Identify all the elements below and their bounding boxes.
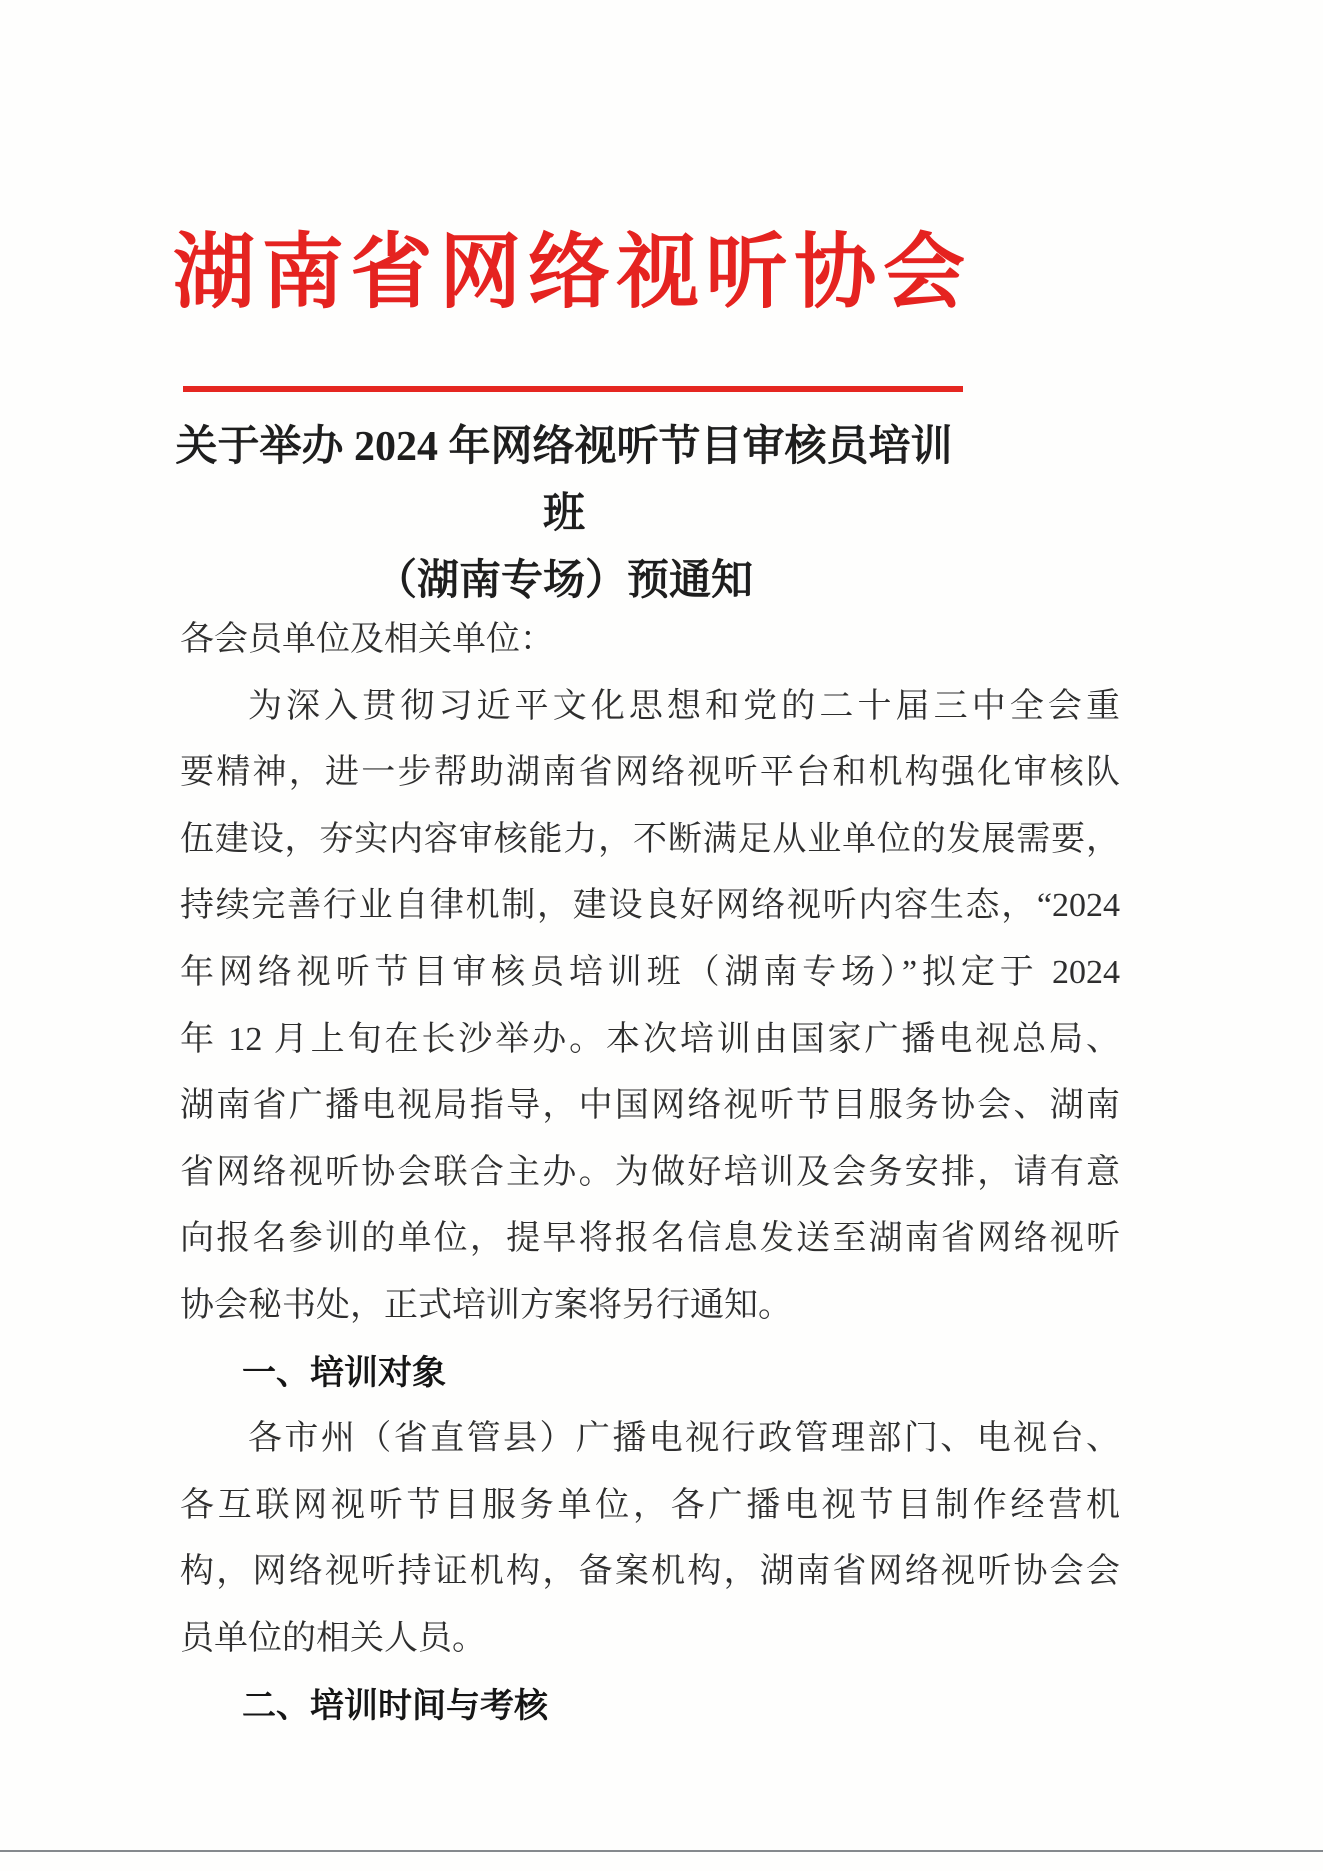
text-line: 协会秘书处，正式培训方案将另行通知。	[180, 1286, 792, 1324]
text-line: 年 12 月上旬在长沙举办。本次培训由国家广播电视总局、	[180, 1020, 1120, 1058]
document-title-line2: （湖南专场）预通知	[374, 558, 753, 604]
text-line: 湖南省广播电视局指导，中国网络视听节目服务协会、湖南	[180, 1087, 1120, 1125]
section-heading: 二、培训时间与考核	[242, 1686, 548, 1725]
document-title-line1: 关于举办 2024 年网络视听节目审核员培训班	[175, 424, 953, 537]
text-line: 构，网络视听持证机构，备案机构，湖南省网络视听协会会	[180, 1553, 1120, 1591]
text-line: 为深入贯彻习近平文化思想和党的二十届三中全会重	[248, 687, 1120, 725]
text-line: 各互联网视听节目服务单位，各广播电视节目制作经营机	[180, 1486, 1120, 1524]
text-line: 要精神，进一步帮助湖南省网络视听平台和机构强化审核队	[180, 754, 1120, 792]
text-line: 持续完善行业自律机制，建设良好网络视听内容生态，“2024	[180, 887, 1120, 925]
letterhead-rule	[183, 386, 963, 392]
letterhead-org-name: 湖南省网络视听协会	[173, 227, 965, 318]
page-bottom-edge-line	[0, 1850, 1323, 1852]
text-line: 各会员单位及相关单位：	[180, 621, 554, 658]
text-line: 伍建设，夯实内容审核能力，不断满足从业单位的发展需要，	[180, 820, 1120, 858]
text-line: 省网络视听协会联合主办。为做好培训及会务安排，请有意	[180, 1153, 1120, 1191]
text-line: 各市州（省直管县）广播电视行政管理部门、电视台、	[248, 1420, 1120, 1458]
body-text	[180, 607, 1120, 1739]
section-heading: 一、培训对象	[242, 1353, 446, 1392]
text-line: 员单位的相关人员。	[180, 1619, 486, 1657]
text-line: 向报名参训的单位，提早将报名信息发送至湖南省网络视听	[180, 1220, 1120, 1258]
document-title	[158, 414, 970, 615]
text-line: 年网络视听节目审核员培训班（湖南专场）”拟定于 2024	[180, 953, 1120, 991]
